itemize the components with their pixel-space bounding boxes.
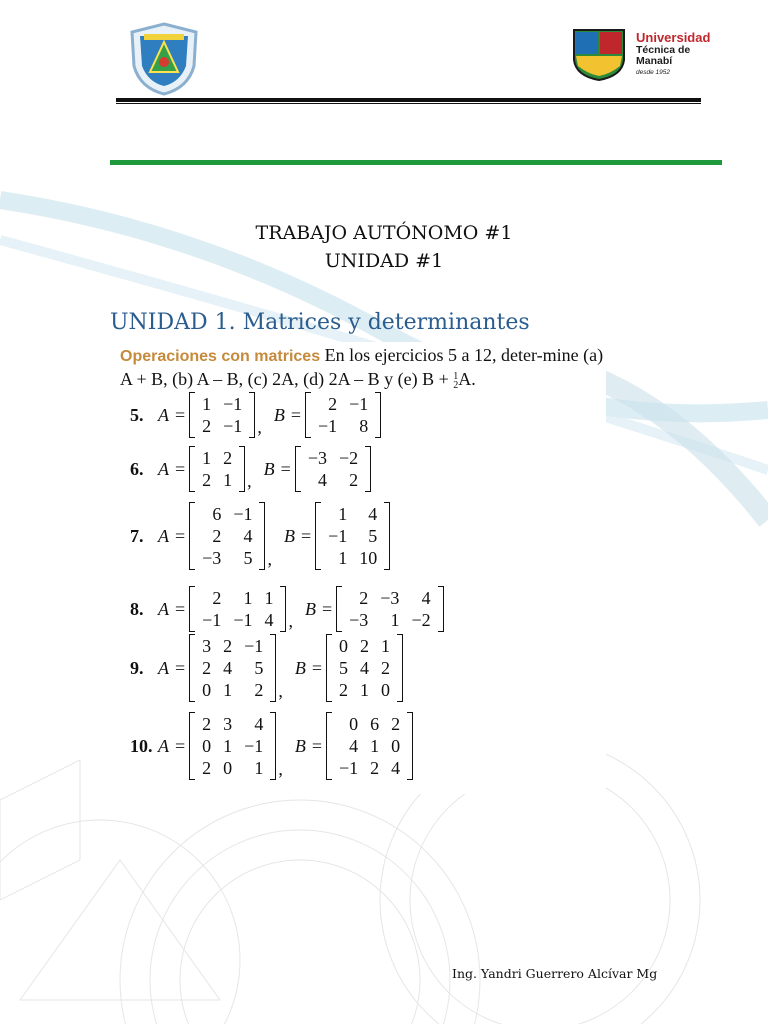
fraction-numerator: 1	[453, 370, 459, 382]
matrix-label-a: A	[158, 598, 169, 619]
matrix-b	[295, 446, 371, 492]
matrix-cell: 0	[223, 757, 233, 778]
matrix-cell: 0	[349, 713, 359, 734]
equals-sign: =	[175, 735, 186, 756]
comma-separator: ,	[288, 611, 293, 631]
matrix-cell: −1	[244, 735, 264, 756]
comma-separator: ,	[278, 759, 283, 779]
matrix-cell: 2	[223, 447, 233, 468]
comma-separator: ,	[247, 471, 252, 491]
matrix-label-a: A	[158, 735, 169, 756]
matrix-cell: 4	[243, 525, 253, 546]
textbook-excerpt	[110, 342, 606, 794]
exercise-number: 8.	[130, 598, 144, 619]
matrix-cell: −1	[349, 393, 369, 414]
matrix-cell: 2	[202, 757, 212, 778]
matrix-cell: 1	[380, 635, 390, 656]
matrix-label-a: A	[158, 458, 169, 479]
equals-sign: =	[280, 458, 291, 479]
matrix-cell: 1	[202, 447, 212, 468]
exercise-row	[130, 392, 393, 438]
matrix-cell: 1	[254, 757, 264, 778]
matrix-cell: 2	[212, 525, 222, 546]
exercise-number: 10.	[130, 735, 153, 756]
author-name: Ing. Yandri Guerrero Alcívar Mg	[452, 966, 658, 981]
equals-sign: =	[175, 598, 186, 619]
matrix-cell: 1	[390, 609, 400, 630]
equals-sign: =	[321, 598, 333, 619]
matrix-cell: −1	[317, 415, 338, 436]
matrix-cell: 1	[223, 679, 233, 700]
matrix-a	[189, 586, 286, 632]
matrix-cell: 1	[338, 503, 348, 524]
university-name-line2: Técnica de	[636, 44, 691, 56]
matrix-b	[326, 634, 403, 702]
matrix-a	[189, 502, 265, 570]
matrix-label-b: B	[304, 598, 316, 619]
equals-sign: =	[175, 525, 186, 546]
matrix-cell: 2	[202, 415, 212, 436]
exercise-row	[130, 586, 456, 632]
matrix-cell: 2	[338, 679, 348, 700]
matrix-cell: 4	[317, 469, 327, 490]
exercise-number: 9.	[130, 657, 144, 678]
matrix-cell: 2	[202, 469, 212, 490]
matrix-label-b: B	[294, 735, 306, 756]
header-rule-thin	[116, 103, 701, 104]
matrix-cell: 0	[391, 735, 401, 756]
matrix-cell: 2	[254, 679, 264, 700]
matrix-cell: 1	[243, 587, 253, 608]
matrix-b	[336, 586, 443, 632]
exercise-number: 7.	[130, 525, 144, 546]
university-logo	[570, 26, 711, 82]
matrix-cell: 5	[368, 525, 378, 546]
matrix-a	[189, 392, 255, 438]
matrix-cell: 10	[359, 547, 378, 568]
matrix-b	[305, 392, 381, 438]
equals-sign: =	[175, 657, 186, 678]
matrix-cell: 2	[223, 635, 233, 656]
matrix-cell: 5	[338, 657, 348, 678]
matrix-cell: 1	[264, 587, 274, 608]
header-rule	[116, 98, 701, 102]
equals-sign: =	[175, 404, 186, 425]
university-wordmark	[636, 32, 710, 78]
matrix-label-a: A	[158, 404, 169, 425]
equals-sign: =	[290, 404, 301, 425]
matrix-cell: 0	[202, 679, 212, 700]
matrix-cell: −1	[328, 525, 348, 546]
matrix-cell: 0	[202, 735, 212, 756]
instructions-end: A.	[458, 369, 476, 389]
matrix-cell: 6	[370, 713, 380, 734]
university-name-line3: Manabí	[636, 55, 673, 67]
equals-sign: =	[175, 458, 186, 479]
matrix-a	[189, 712, 276, 780]
matrix-cell: 2	[370, 757, 380, 778]
matrix-cell: 2	[391, 713, 401, 734]
matrix-cell: 1	[338, 547, 348, 568]
exercise-row	[130, 502, 402, 570]
matrix-cell: 1	[370, 735, 380, 756]
document-subtitle: UNIDAD #1	[324, 250, 444, 272]
document-title: TRABAJO AUTÓNOMO #1	[255, 222, 513, 244]
matrix-cell: 4	[421, 587, 431, 608]
university-shield-icon	[570, 26, 628, 82]
matrix-cell: −1	[338, 757, 359, 778]
institute-logo	[128, 22, 200, 96]
matrix-cell: −2	[338, 447, 359, 468]
equals-sign: =	[311, 657, 322, 678]
matrix-cell: 0	[380, 679, 390, 700]
matrix-cell: 2	[212, 587, 222, 608]
matrix-cell: 5	[243, 547, 253, 568]
matrix-cell: 6	[212, 503, 222, 524]
matrix-cell: 1	[202, 393, 212, 414]
matrix-a	[189, 634, 276, 702]
comma-separator: ,	[278, 681, 283, 701]
comma-separator: ,	[267, 549, 272, 569]
matrix-cell: 2	[328, 393, 338, 414]
matrix-cell: 8	[359, 415, 369, 436]
matrix-label-a: A	[158, 657, 169, 678]
matrix-cell: 3	[223, 713, 233, 734]
matrix-cell: −1	[202, 609, 222, 630]
matrix-label-b: B	[273, 404, 285, 425]
matrix-cell: 1	[359, 679, 369, 700]
matrix-cell: 4	[391, 757, 401, 778]
matrix-b	[326, 712, 413, 780]
matrix-label-b: B	[283, 525, 295, 546]
matrix-cell: 4	[368, 503, 378, 524]
matrix-cell: 2	[359, 635, 369, 656]
university-since: desde 1952	[636, 69, 670, 76]
exercise-row	[130, 446, 383, 492]
matrix-cell: −2	[411, 609, 431, 630]
matrix-cell: 1	[223, 735, 233, 756]
matrix-cell: 1	[223, 469, 233, 490]
matrix-cell: −1	[244, 635, 264, 656]
matrix-cell: −1	[233, 609, 253, 630]
matrix-label-a: A	[158, 525, 169, 546]
matrix-cell: −3	[380, 587, 400, 608]
equals-sign: =	[300, 525, 312, 546]
matrix-cell: 2	[349, 469, 359, 490]
matrix-cell: 2	[202, 713, 212, 734]
matrix-cell: 4	[359, 657, 369, 678]
matrix-cell: −1	[223, 393, 243, 414]
matrix-cell: 2	[380, 657, 390, 678]
matrix-cell: −3	[307, 447, 327, 468]
matrix-cell: −3	[349, 609, 369, 630]
matrix-cell: 4	[223, 657, 233, 678]
exercise-number: 6.	[130, 458, 144, 479]
matrix-cell: 3	[202, 635, 212, 656]
university-name-line1: Universidad	[636, 30, 711, 45]
matrix-cell: 5	[254, 657, 264, 678]
matrix-cell: −1	[223, 415, 243, 436]
fraction-denominator: 2	[453, 379, 459, 391]
unit-heading: UNIDAD 1. Matrices y determinantes	[110, 310, 530, 335]
section-label: Operaciones con matrices	[120, 348, 321, 365]
exercise-number: 5.	[130, 404, 144, 425]
matrix-cell: −1	[233, 503, 253, 524]
matrix-b	[315, 502, 390, 570]
equals-sign: =	[311, 735, 322, 756]
matrix-cell: 0	[338, 635, 348, 656]
exercise-instructions	[120, 344, 606, 390]
matrix-cell: 4	[254, 713, 264, 734]
exercise-row	[130, 712, 425, 780]
matrix-label-b: B	[263, 458, 275, 479]
comma-separator: ,	[257, 417, 262, 437]
instructions-text: En los ejercicios 5 a 12, deter-mine (a) A + B, (b) A – B, (c) 2A, (d) 2A – B y (e) B +	[120, 345, 604, 389]
matrix-cell: −3	[202, 547, 222, 568]
matrix-cell: 4	[264, 609, 274, 630]
matrix-label-b: B	[294, 657, 306, 678]
matrix-a	[189, 446, 245, 492]
matrix-cell: 4	[349, 735, 359, 756]
exercise-row	[130, 634, 415, 702]
green-rule	[110, 160, 722, 165]
matrix-cell: 2	[359, 587, 369, 608]
matrix-cell: 2	[202, 657, 212, 678]
